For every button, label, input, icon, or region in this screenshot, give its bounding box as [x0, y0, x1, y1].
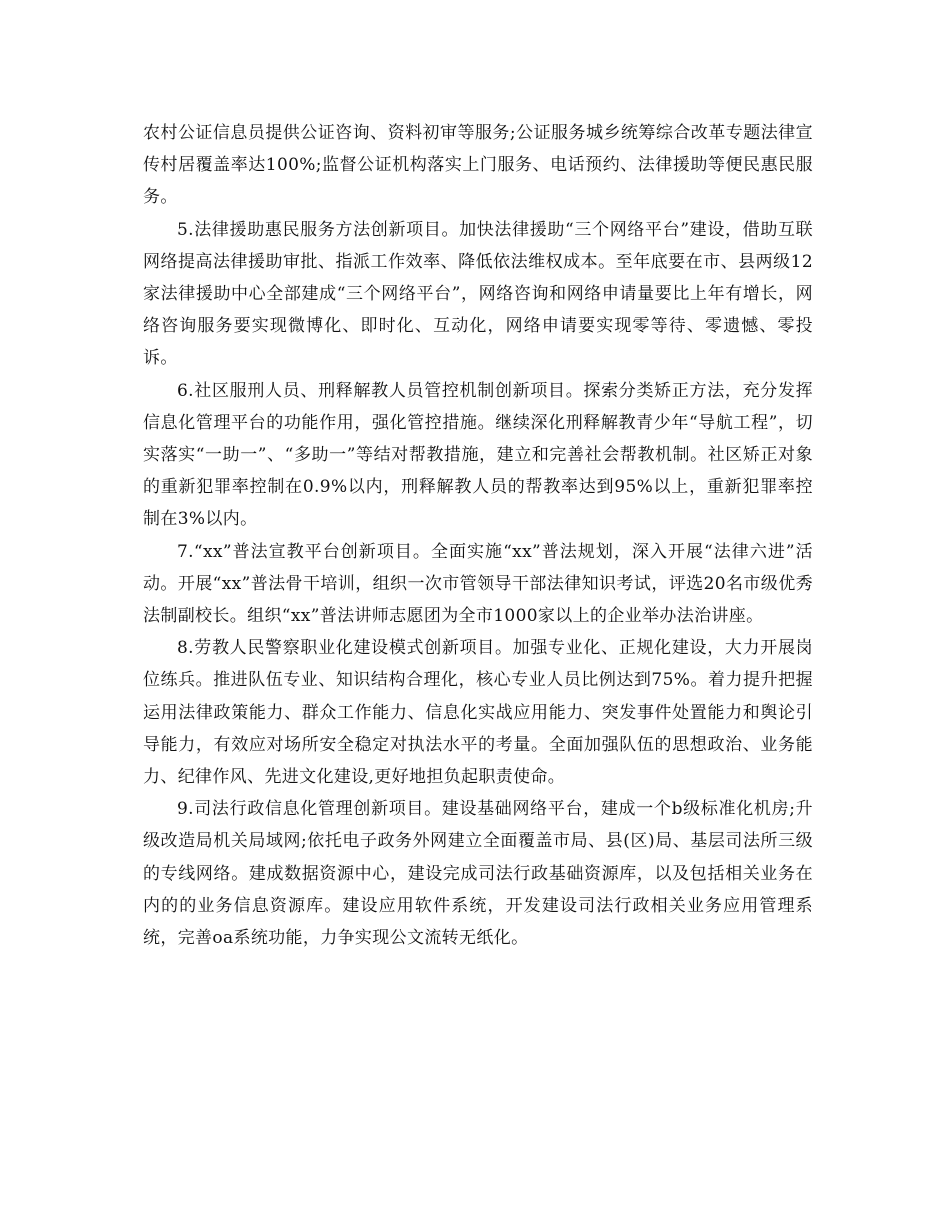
paragraph-item-9: 9.司法行政信息化管理创新项目。建设基础网络平台，建成一个b级标准化机房;升级改造局机关局域网;依托电子政务外网建立全面覆盖市局、县(区)局、基层司法所三级的专线网络。建成数据资源中心，建设完成司法行政基础资源库，以及包括相关业务在内的的业务信息资源库。建设应用软件系统，开发建设司法行政相关业务应用管理系统，完善oa系统功能，力争实现公文流转无纸化。	[143, 799, 813, 949]
paragraph-item-7: 7.“xx”普法宣教平台创新项目。全面实施“xx”普法规划，深入开展“法律六进”活动。开展“xx”普法骨干培训，组织一次市管领导干部法律知识考试，评选20名市级优秀法制副校长。组织“xx”普法讲师志愿团为全市1000家以上的企业举办法治讲座。	[143, 541, 813, 627]
paragraph-item-5: 5.法律援助惠民服务方法创新项目。加快法律援助“三个网络平台”建设，借助互联网络提高法律援助审批、指派工作效率、降低依法维权成本。至年底要在市、县两级12家法律援助中心全部建成“三个网络平台”，网络咨询和网络申请量要比上年有增长，网络咨询服务要实现微博化、即时化、互动化，网络申请要实现零等待、零遗憾、零投诉。	[143, 219, 813, 369]
paragraph-item-8: 8.劳教人民警察职业化建设模式创新项目。加强专业化、正规化建设，大力开展岗位练兵。推进队伍专业、知识结构合理化，核心专业人员比例达到75%。着力提升把握运用法律政策能力、群众工作能力、信息化实战应用能力、突发事件处置能力和舆论引导能力，有效应对场所安全稳定对执法水平的考量。全面加强队伍的思想政治、业务能力、纪律作风、先进文化建设,更好地担负起职责使命。	[143, 638, 813, 788]
paragraph-continuation: 农村公证信息员提供公证咨询、资料初审等服务;公证服务城乡统筹综合改革专题法律宣传村居覆盖率达100%;监督公证机构落实上门服务、电话预约、法律援助等便民惠民服务。	[143, 123, 813, 208]
paragraph-item-6: 6.社区服刑人员、刑释解教人员管控机制创新项目。探索分类矫正方法，充分发挥信息化管理平台的功能作用，强化管控措施。继续深化刑释解教青少年“导航工程”，切实落实“一助一”、“多助一”等结对帮教措施，建立和完善社会帮教机制。社区矫正对象的重新犯罪率控制在0.9%以内，刑释解教人员的帮教率达到95%以上，重新犯罪率控制在3%以内。	[143, 380, 813, 530]
document-body	[143, 117, 813, 954]
